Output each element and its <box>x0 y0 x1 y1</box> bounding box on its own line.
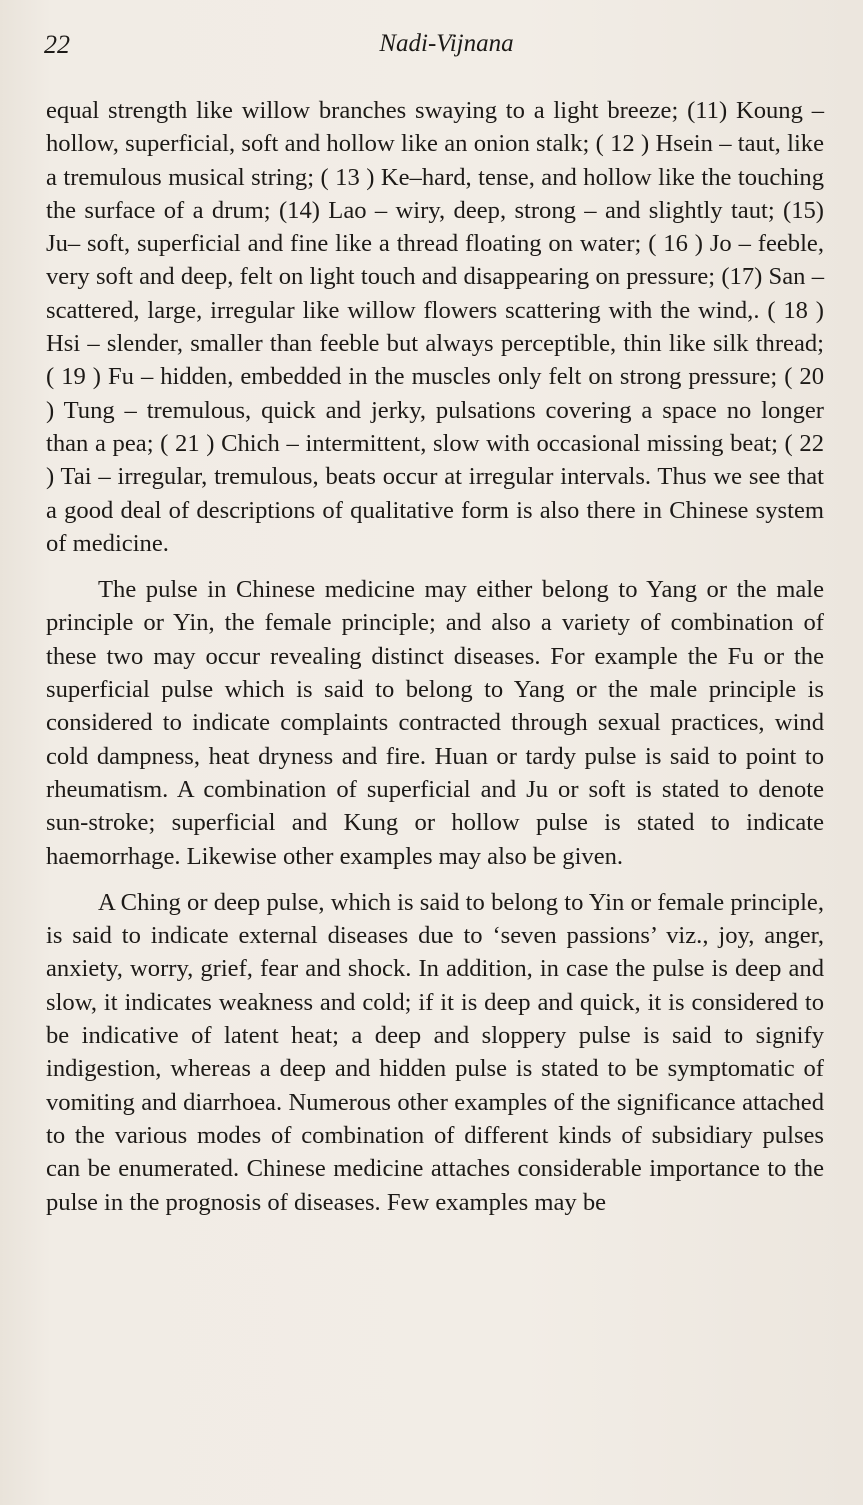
page-number: 22 <box>44 30 70 59</box>
paragraph-ching-pulse: A Ching or deep pulse, which is said to belong to Yin or female principle, is said to indicate external diseases due to ‘seven passions’ viz., joy, anger, anxiety, worry, grief, fear and shock. In addition, in case the pulse is deep and slow, it indicates weakness and cold; if it is deep and quick, it is considered to be indicative of latent heat; a deep and sloppery pulse is said to signify indigestion, whereas a deep and hidden pulse is stated to be symptomatic of vomiting and diarrhoea. Numerous other examples of the significance attached to the various modes of combination of different kinds of subsidiary pulses can be enumerated. Chinese medicine attaches considerable importance to the pulse in the prognosis of diseases. Few examples may be <box>46 888 824 1216</box>
running-header <box>44 30 819 64</box>
paragraph-continued: equal strength like willow branches swaying to a light breeze; (11) Koung – hollow, superficial, soft and hollow like an onion stalk; ( 12 ) Hsein – taut, like a tremulous musical string; ( 13 ) Ke–hard, tense, and hollow like the touching the surface of a drum; (14) Lao – wiry, deep, strong – and slightly taut; (15) Ju– soft, superficial and fine like a thread floating on water; ( 16 ) Jo – feeble, very soft and deep, felt on light touch and disappearing on pressure; (17) San – scattered, large, irregular like willow flowers scattering with the wind,. ( 18 ) Hsi – slender, smaller than feeble but always perceptible, thin like silk thread; ( 19 ) Fu – hidden, embedded in the muscles only felt on strong pressure; ( 20 ) Tung – tremulous, quick and jerky, pulsations covering a space no longer than a pea; ( 21 ) Chich – intermittent, slow with occasional missing beat; ( 22 ) Tai – irregular, tremulous, beats occur at irregular intervals. Thus we see that a good deal of descriptions of qualitative form is also there in Chinese system of medicine. <box>46 97 824 557</box>
paragraph-yang-yin: The pulse in Chinese medicine may either belong to Yang or the male principle or Yin, the female principle; and also a variety of combination of these two may occur revealing distinct diseases. For example the Fu or the superficial pulse which is said to belong to Yang or the male principle is considered to indicate complaints contracted through sexual practices, wind cold dampness, heat dryness and fire. Huan or tardy pulse is said to point to rheumatism. A combination of superficial and Ju or soft is stated to denote sun-stroke; superficial and Kung or hollow pulse is stated to indicate haemorrhage. Likewise other examples may also be given. <box>46 576 824 870</box>
body-text <box>46 94 824 1219</box>
running-title: Nadi-Vijnana <box>379 30 514 57</box>
